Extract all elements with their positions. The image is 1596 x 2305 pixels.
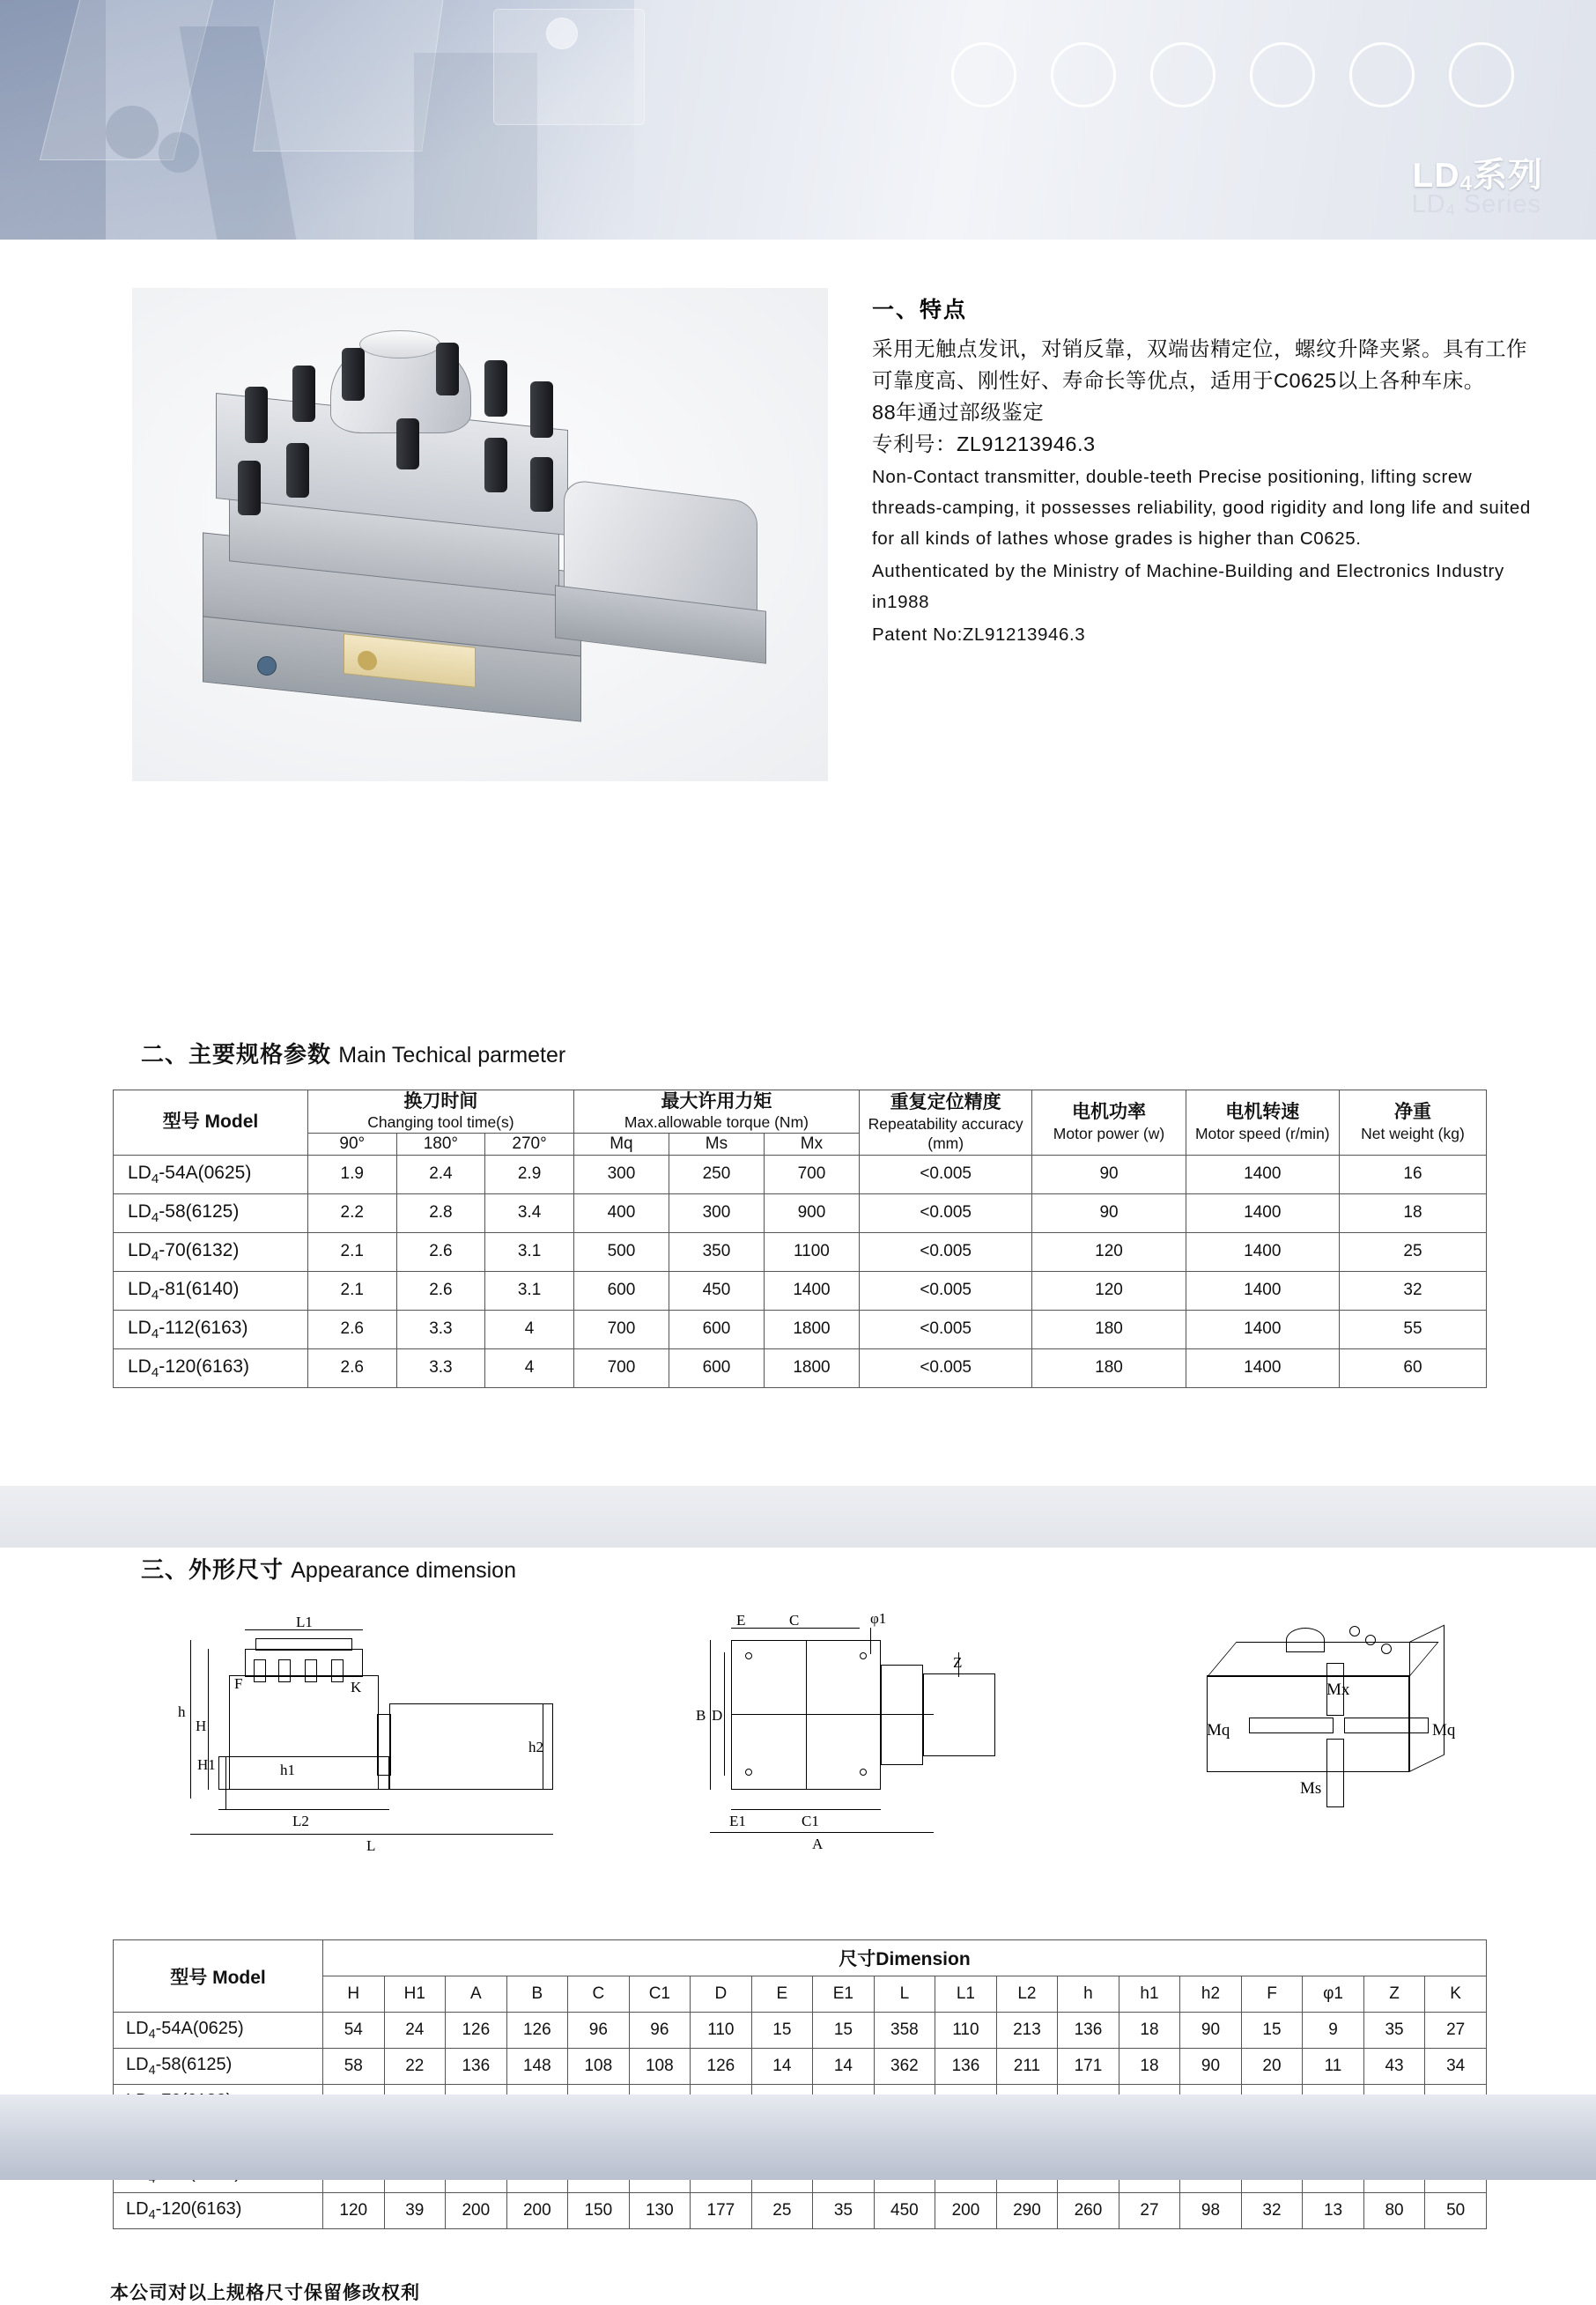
spec-header-model [114, 1090, 308, 1156]
spec-header-change-time-cn: 换刀时间 [403, 1091, 478, 1112]
spec-cell-model: $LD_4-54A(0625)$ [114, 1155, 308, 1193]
torque-arrow-ms [1326, 1739, 1344, 1807]
dim-header-dimension-text: 尺寸Dimension [839, 1949, 971, 1969]
turret-bolt [484, 360, 507, 417]
spec-header-power [1032, 1090, 1186, 1156]
spec-cell-mx: 900 [764, 1193, 859, 1232]
banner-circle-row [951, 42, 1515, 123]
dim-cell-H: 58 [323, 2049, 385, 2085]
dim-cell-h2: 90 [1180, 2049, 1242, 2085]
label-H1: H1 [197, 1756, 216, 1773]
spec-cell-speed: 1400 [1186, 1271, 1339, 1310]
top-centerline-v [806, 1640, 807, 1790]
turret-bolt [530, 457, 553, 512]
knob [257, 656, 277, 676]
dimension-drawings [123, 1610, 1497, 1922]
side-tool-3 [305, 1659, 317, 1682]
label-C: C [789, 1612, 800, 1629]
side-base-plate [218, 1756, 389, 1790]
dim-cell-B: 126 [506, 2013, 568, 2049]
dim-cell-H1: 22 [384, 2049, 446, 2085]
spec-header-speed [1186, 1090, 1339, 1156]
spec-cell-ms: 450 [669, 1271, 764, 1310]
dim-header-col-A: A [446, 1976, 507, 2013]
spec-header-change-time [307, 1090, 573, 1134]
spec-cell-t180: 3.3 [396, 1310, 485, 1348]
label-L: L [366, 1837, 376, 1854]
dim-cell-C: 150 [568, 2193, 630, 2229]
dim-line-h-outer [190, 1640, 191, 1799]
dim-cell-C1: 96 [629, 2013, 691, 2049]
spec-header-mq: Mq [573, 1134, 669, 1156]
turret-bolt [484, 438, 507, 492]
dim-cell-model: $LD_4-54A(0625)$ [114, 2013, 323, 2049]
dim-cell-B: 148 [506, 2049, 568, 2085]
dim-cell-D: 126 [691, 2049, 752, 2085]
spec-cell-speed: 1400 [1186, 1310, 1339, 1348]
features-en-text: Non-Contact transmitter, double-teeth Precise positioning, lifting screw threads-camping, it possesses reliability, good rigidity and long life and suited for all kinds of lathes whose grades is higher than C0625. [872, 467, 1531, 549]
spec-cell-power: 120 [1032, 1271, 1186, 1310]
side-tool-4 [331, 1659, 344, 1682]
label-L1: L1 [296, 1614, 313, 1630]
drawing-torque-view [1154, 1622, 1489, 1904]
product-photo [132, 288, 828, 781]
dim-cell-h1: 27 [1119, 2193, 1180, 2229]
drawing-top-view [669, 1610, 1048, 1904]
spec-cell-mq: 300 [573, 1155, 669, 1193]
spec-cell-power: 120 [1032, 1232, 1186, 1271]
dim-header-col-K: K [1425, 1976, 1487, 2013]
dim-line-B [710, 1640, 711, 1790]
turret-bolt [238, 461, 261, 515]
spec-cell-rep: <0.005 [859, 1193, 1031, 1232]
dim-cell-H: 120 [323, 2193, 385, 2229]
dim-cell-L1: 200 [935, 2193, 997, 2229]
art-circle-1 [546, 18, 578, 49]
turret-bolt [396, 418, 419, 469]
dim-header-model-text: 型号 Model [170, 1967, 266, 1988]
spec-cell-t180: 2.6 [396, 1232, 485, 1271]
spec-cell-rep: <0.005 [859, 1155, 1031, 1193]
banner-circle-2 [1051, 42, 1116, 107]
spec-header-repeat-cn: 重复定位精度 [890, 1092, 1001, 1113]
spec-cell-mx: 1800 [764, 1310, 859, 1348]
dim-cell-A: 200 [446, 2193, 507, 2229]
spec-cell-t90: 2.2 [307, 1193, 396, 1232]
banner-title-cn-suffix: 系列 [1472, 157, 1543, 195]
banner-circle-1 [951, 42, 1016, 107]
dim-line-A [710, 1832, 934, 1833]
dim-header-row-1 [114, 1940, 1487, 1976]
spec-header-row-1 [114, 1090, 1487, 1134]
table-row [114, 1232, 1487, 1271]
dim-cell-K: 27 [1425, 2013, 1487, 2049]
spec-cell-speed: 1400 [1186, 1348, 1339, 1387]
section2-heading [141, 1037, 565, 1069]
spec-cell-rep: <0.005 [859, 1271, 1031, 1310]
dim-cell-L1: 110 [935, 2013, 997, 2049]
label-Mx: Mx [1326, 1681, 1350, 1699]
torque-bolt-1 [1349, 1626, 1360, 1636]
turret-bolt [292, 366, 315, 422]
features-column [872, 292, 1541, 650]
dim-cell-E1: 14 [813, 2049, 875, 2085]
section3-heading [141, 1552, 516, 1585]
table-row [114, 2049, 1487, 2085]
dim-cell-C1: 108 [629, 2049, 691, 2085]
spec-header-weight-en: Net weight (kg) [1361, 1124, 1465, 1142]
table-row [114, 1310, 1487, 1348]
dim-header-dimension [323, 1940, 1487, 1976]
dim-cell-model: $LD_4-120(6163)$ [114, 2193, 323, 2229]
spec-cell-ms: 250 [669, 1155, 764, 1193]
spec-cell-model: $LD_4-112(6163)$ [114, 1310, 308, 1348]
dim-header-col-L: L [874, 1976, 935, 2013]
spec-cell-mx: 1400 [764, 1271, 859, 1310]
label-h: h [178, 1703, 186, 1720]
banner-circle-6 [1449, 42, 1514, 107]
side-cap [255, 1638, 352, 1651]
spec-cell-ms: 600 [669, 1310, 764, 1348]
spec-cell-t270: 3.1 [485, 1232, 574, 1271]
dim-cell-E1: 15 [813, 2013, 875, 2049]
dim-header-col-L2: L2 [996, 1976, 1058, 2013]
dim-header-col-H1: H1 [384, 1976, 446, 2013]
spec-cell-t180: 2.4 [396, 1155, 485, 1193]
turret-bolt [286, 443, 309, 498]
dim-cell-L2: 211 [996, 2049, 1058, 2085]
spec-cell-t270: 3.1 [485, 1271, 574, 1310]
spec-header-mx: Mx [764, 1134, 859, 1156]
label-A: A [812, 1836, 824, 1852]
dim-cell-C: 108 [568, 2049, 630, 2085]
turret-bolt [342, 348, 365, 401]
spec-header-90: 90° [307, 1134, 396, 1156]
features-cn-line4: 88年通过部级鉴定 [872, 401, 1045, 424]
spec-cell-t90: 2.1 [307, 1271, 396, 1310]
features-heading: 一、特点 [872, 298, 968, 322]
spec-cell-t90: 2.6 [307, 1310, 396, 1348]
dim-header-col-h: h [1058, 1976, 1119, 2013]
dim-header-col-E1: E1 [813, 1976, 875, 2013]
label-E: E [736, 1612, 746, 1629]
dim-cell-D: 177 [691, 2193, 752, 2229]
dim-cell-L2: 290 [996, 2193, 1058, 2229]
section2-heading-cn: 二、主要规格参数 [141, 1041, 332, 1068]
art-circle-3 [159, 132, 199, 173]
section2-heading-en: Main Techical parmeter [338, 1043, 566, 1068]
banner-decorative-artwork [0, 0, 634, 240]
dim-cell-K: 50 [1425, 2193, 1487, 2229]
spec-cell-t270: 4 [485, 1348, 574, 1387]
dim-cell-F: 20 [1241, 2049, 1303, 2085]
dim-cell-φ1: 9 [1303, 2013, 1364, 2049]
side-tool-2 [278, 1659, 291, 1682]
dim-cell-F: 32 [1241, 2193, 1303, 2229]
spec-cell-t90: 2.1 [307, 1232, 396, 1271]
dim-cell-h: 171 [1058, 2049, 1119, 2085]
banner-title-cn-text: LD [1412, 157, 1460, 195]
spec-cell-t180: 2.8 [396, 1193, 485, 1232]
spec-cell-ms: 300 [669, 1193, 764, 1232]
turret-bolt [245, 387, 268, 443]
spec-cell-t270: 2.9 [485, 1155, 574, 1193]
spec-cell-power: 90 [1032, 1155, 1186, 1193]
dim-cell-h2: 90 [1180, 2013, 1242, 2049]
footnote: 本公司对以上规格尺寸保留修改权利 [110, 2282, 420, 2303]
spec-header-torque-cn: 最大许用力矩 [661, 1091, 772, 1112]
spec-cell-power: 180 [1032, 1348, 1186, 1387]
dim-header-col-E: E [751, 1976, 813, 2013]
dim-cell-L: 358 [874, 2013, 935, 2049]
dim-line-C1 [731, 1809, 881, 1810]
spec-cell-speed: 1400 [1186, 1193, 1339, 1232]
dim-cell-K: 34 [1425, 2049, 1487, 2085]
dim-cell-h: 136 [1058, 2013, 1119, 2049]
dim-cell-H1: 24 [384, 2013, 446, 2049]
top-motor-body [923, 1673, 995, 1756]
dim-header-col-B: B [506, 1976, 568, 2013]
spec-header-180: 180° [396, 1134, 485, 1156]
dim-header-col-F: F [1241, 1976, 1303, 2013]
label-h1: h1 [280, 1762, 295, 1778]
spec-header-power-cn: 电机功率 [1072, 1102, 1146, 1123]
label-Mq-left: Mq [1207, 1721, 1230, 1740]
features-en-line2: Authenticated by the Ministry of Machine-Building and Electronics Industry in1988 [872, 561, 1504, 612]
dim-cell-L1: 136 [935, 2049, 997, 2085]
spec-cell-weight: 18 [1339, 1193, 1486, 1232]
table-row [114, 2013, 1487, 2049]
dim-cell-B: 200 [506, 2193, 568, 2229]
spec-cell-mq: 700 [573, 1348, 669, 1387]
dim-cell-A: 136 [446, 2049, 507, 2085]
banner-title-en: $LD_4$ Series [1411, 190, 1541, 219]
dim-header-col-Z: Z [1363, 1976, 1425, 2013]
dim-cell-h1: 18 [1119, 2049, 1180, 2085]
turret-bolt [436, 343, 459, 395]
torque-bolt-2 [1365, 1635, 1376, 1645]
label-C1: C1 [802, 1813, 819, 1829]
dimension-table-container [113, 1939, 1487, 2229]
dim-header-col-φ1: φ1 [1303, 1976, 1364, 2013]
section3-heading-cn: 三、外形尺寸 [141, 1556, 284, 1583]
spec-header-speed-en: Motor speed (r/min) [1194, 1124, 1330, 1142]
top-hole-4 [860, 1769, 867, 1776]
spec-cell-t270: 3.4 [485, 1193, 574, 1232]
dim-line-D [724, 1652, 725, 1776]
torque-arrow-mq-left [1249, 1718, 1334, 1733]
spec-cell-weight: 55 [1339, 1310, 1486, 1348]
dim-cell-C: 96 [568, 2013, 630, 2049]
spec-header-weight-cn: 净重 [1393, 1102, 1431, 1123]
top-hole-2 [860, 1652, 867, 1659]
section3-heading-en: Appearance dimension [291, 1558, 516, 1583]
art-circle-2 [106, 106, 159, 159]
spec-cell-rep: <0.005 [859, 1232, 1031, 1271]
dim-line-l2 [218, 1809, 389, 1810]
dim-cell-H: 54 [323, 2013, 385, 2049]
dim-cell-Z: 43 [1363, 2049, 1425, 2085]
label-Z: Z [953, 1654, 963, 1671]
torque-arrow-mq-right [1344, 1718, 1429, 1733]
dim-cell-Z: 35 [1363, 2013, 1425, 2049]
dim-line-l [190, 1834, 553, 1835]
spec-header-change-time-en: Changing tool time(s) [367, 1113, 514, 1132]
dimension-table [113, 1939, 1487, 2229]
spec-cell-mq: 500 [573, 1232, 669, 1271]
spec-cell-mq: 700 [573, 1310, 669, 1348]
dim-cell-E: 25 [751, 2193, 813, 2229]
spec-cell-mq: 400 [573, 1193, 669, 1232]
spec-cell-model: $LD_4-70(6132)$ [114, 1232, 308, 1271]
label-Ms: Ms [1300, 1779, 1322, 1798]
dim-header-col-L1: L1 [935, 1976, 997, 2013]
spec-cell-model: $LD_4-58(6125)$ [114, 1193, 308, 1232]
torque-block-side [1409, 1624, 1445, 1772]
dim-cell-φ1: 13 [1303, 2193, 1364, 2229]
side-tool-1 [254, 1659, 266, 1682]
header-banner [0, 0, 1596, 240]
spec-cell-speed: 1400 [1186, 1232, 1339, 1271]
label-D: D [712, 1707, 723, 1724]
dim-line-h1v [225, 1756, 226, 1809]
dim-cell-h1: 18 [1119, 2013, 1180, 2049]
dim-header-col-h1: h1 [1119, 1976, 1180, 2013]
spec-cell-speed: 1400 [1186, 1155, 1339, 1193]
spec-table-body [114, 1155, 1487, 1387]
spec-header-repeat-en: Repeatability accuracy (mm) [868, 1114, 1023, 1152]
label-B: B [696, 1707, 706, 1724]
spec-header-ms: Ms [669, 1134, 764, 1156]
dim-cell-A: 126 [446, 2013, 507, 2049]
top-motor-neck [881, 1665, 923, 1765]
dim-cell-H1: 39 [384, 2193, 446, 2229]
dim-cell-L2: 213 [996, 2013, 1058, 2049]
spec-cell-model: $LD_4-120(6163)$ [114, 1348, 308, 1387]
dim-cell-Z: 80 [1363, 2193, 1425, 2229]
spec-header-power-en: Motor power (w) [1053, 1124, 1165, 1142]
spec-table-container [113, 1090, 1487, 1388]
features-en-line3: Patent No:ZL91213946.3 [872, 624, 1086, 645]
spec-header-weight [1339, 1090, 1486, 1156]
spec-table [113, 1090, 1487, 1388]
top-hole-1 [745, 1652, 752, 1659]
spec-cell-ms: 600 [669, 1348, 764, 1387]
spec-header-model-text: 型号 Model [162, 1112, 259, 1133]
spec-cell-weight: 60 [1339, 1348, 1486, 1387]
table-row [114, 1348, 1487, 1387]
dim-cell-h: 260 [1058, 2193, 1119, 2229]
label-E1: E1 [729, 1813, 746, 1829]
features-cn-line5: 专利号：ZL91213946.3 [872, 432, 1096, 455]
spec-cell-t270: 4 [485, 1310, 574, 1348]
spec-cell-weight: 32 [1339, 1271, 1486, 1310]
table-row [114, 1155, 1487, 1193]
spec-cell-power: 180 [1032, 1310, 1186, 1348]
dim-cell-L: 362 [874, 2049, 935, 2085]
top-hole-3 [745, 1769, 752, 1776]
spec-cell-power: 90 [1032, 1193, 1186, 1232]
section-divider-band [0, 1486, 1596, 1548]
spec-cell-t90: 1.9 [307, 1155, 396, 1193]
spec-cell-mx: 1100 [764, 1232, 859, 1271]
banner-title-cn: $LD_4$系列 [1412, 157, 1543, 196]
spec-cell-mx: 1800 [764, 1348, 859, 1387]
label-F: F [234, 1675, 243, 1692]
table-row [114, 2193, 1487, 2229]
side-motor-flange [377, 1714, 391, 1776]
table-row [114, 1271, 1487, 1310]
spec-cell-weight: 16 [1339, 1155, 1486, 1193]
torque-bolt-3 [1381, 1644, 1392, 1654]
label-phi1: φ1 [870, 1610, 887, 1627]
label-Mq-right: Mq [1432, 1721, 1456, 1740]
spec-header-repeatability [859, 1090, 1031, 1156]
banner-circle-5 [1349, 42, 1415, 107]
dim-line-C [745, 1628, 860, 1629]
spec-header-speed-cn: 电机转速 [1225, 1102, 1300, 1123]
banner-circle-3 [1150, 42, 1215, 107]
page-body [0, 240, 1596, 2303]
dim-header-col-C1: C1 [629, 1976, 691, 2013]
label-K: K [351, 1679, 362, 1696]
dim-header-col-C: C [568, 1976, 630, 2013]
dim-line-phi [870, 1628, 871, 1654]
spec-header-torque [573, 1090, 859, 1134]
label-H: H [196, 1718, 207, 1734]
features-cn-text: 采用无触点发讯，对销反靠，双端齿精定位，螺纹升降夹紧。具有工作可靠度高、刚性好、寿命长等优点，适用于C0625以上各种车床。 [872, 337, 1527, 392]
spec-cell-mq: 600 [573, 1271, 669, 1310]
dim-header-col-D: D [691, 1976, 752, 2013]
torque-dome [1286, 1628, 1325, 1652]
spec-cell-t180: 2.6 [396, 1271, 485, 1310]
dim-cell-C1: 130 [629, 2193, 691, 2229]
turret-dome-top [359, 330, 440, 358]
dim-cell-L: 450 [874, 2193, 935, 2229]
banner-circle-4 [1250, 42, 1315, 107]
dim-header-model [114, 1940, 323, 2013]
spec-cell-mx: 700 [764, 1155, 859, 1193]
spec-header-torque-en: Max.allowable torque (Nm) [624, 1113, 809, 1132]
spec-cell-rep: <0.005 [859, 1310, 1031, 1348]
table-row [114, 1193, 1487, 1232]
dim-cell-φ1: 11 [1303, 2049, 1364, 2085]
spec-cell-t90: 2.6 [307, 1348, 396, 1387]
footer-bar [0, 2094, 1596, 2180]
label-L2: L2 [292, 1813, 309, 1829]
spec-cell-t180: 3.3 [396, 1348, 485, 1387]
dim-cell-E1: 35 [813, 2193, 875, 2229]
spec-cell-rep: <0.005 [859, 1348, 1031, 1387]
spec-cell-model: $LD_4-81(6140)$ [114, 1271, 308, 1310]
dim-cell-D: 110 [691, 2013, 752, 2049]
drawing-side-view [150, 1614, 564, 1904]
dim-header-col-H: H [323, 1976, 385, 2013]
spec-header-270: 270° [485, 1134, 574, 1156]
dim-header-col-h2: h2 [1180, 1976, 1242, 2013]
dim-cell-model: $LD_4-58(6125)$ [114, 2049, 323, 2085]
spec-cell-weight: 25 [1339, 1232, 1486, 1271]
dim-cell-F: 15 [1241, 2013, 1303, 2049]
spec-cell-ms: 350 [669, 1232, 764, 1271]
dim-cell-E: 14 [751, 2049, 813, 2085]
dim-cell-h2: 98 [1180, 2193, 1242, 2229]
label-h2: h2 [528, 1739, 543, 1755]
turret-bolt [530, 381, 553, 438]
dim-cell-E: 15 [751, 2013, 813, 2049]
